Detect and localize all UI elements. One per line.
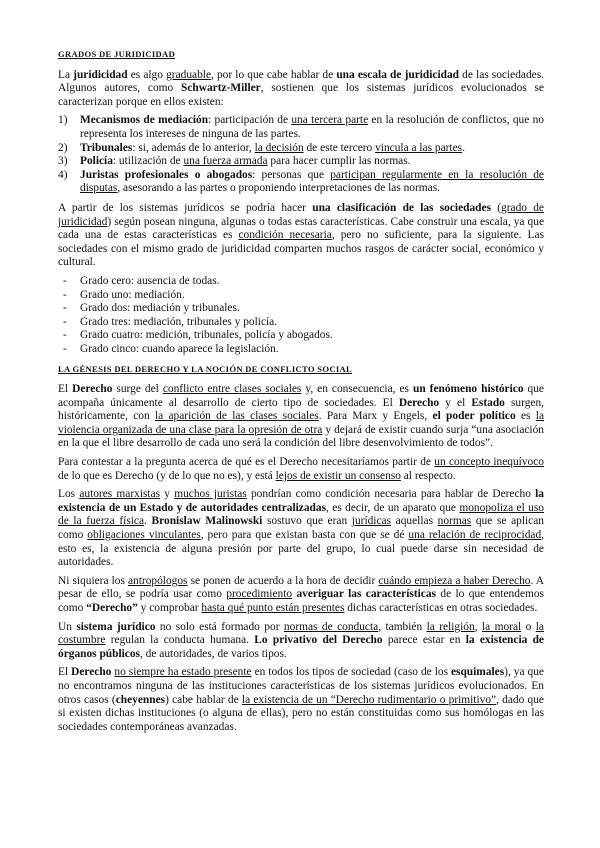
text: , también xyxy=(378,620,427,633)
text: , es decir, de un aparato que xyxy=(326,501,460,514)
text: . xyxy=(462,141,465,154)
bold-term: averiguar las características xyxy=(296,588,436,601)
feature-item xyxy=(58,114,544,141)
text: Un xyxy=(58,620,77,633)
text: para hacer cumplir las normas. xyxy=(267,155,411,168)
bold-term: una escala de juridicidad xyxy=(336,68,460,81)
underlined-term: una relación de reciprocidad xyxy=(408,529,542,541)
bold-term: la existencia de órganos públicos xyxy=(58,634,544,660)
text: . Para Marx y Engels, xyxy=(318,410,433,423)
paragraph-esquimales xyxy=(58,666,544,734)
text: El xyxy=(58,383,73,396)
item-number: 1) xyxy=(58,114,68,127)
grade-item xyxy=(58,343,544,357)
text: de lo que entendemos como xyxy=(58,588,544,614)
feature-item xyxy=(58,155,544,169)
text: o xyxy=(521,620,536,633)
text: , esto es, la existencia de alguna presión por parte del grupo, lo cual puede darse sin necesidad de autoridades. xyxy=(58,529,545,569)
underlined-term: jurídicas xyxy=(351,515,392,528)
grade-item xyxy=(58,289,544,303)
text: El xyxy=(58,666,72,679)
text: en la resolución de conflictos, que no representa los intereses de ninguna de las partes. xyxy=(80,114,544,140)
text: , dado que si existen dichas instituciones (o alguna de ellas), pero no están constituidas como sus homólogas en las sociedades contemporáneas avanzadas. xyxy=(58,693,544,733)
underlined-term: autores marxistas xyxy=(79,488,161,501)
underlined-term: una fuerza armada xyxy=(183,155,268,168)
underlined-term: la decisión xyxy=(254,141,304,154)
dash-bullet: - xyxy=(63,288,67,301)
text: ( xyxy=(491,201,502,214)
paragraph-derecho-conflicto xyxy=(58,383,544,451)
underlined-term: condición necesaria xyxy=(238,229,332,242)
classification-paragraph xyxy=(58,202,544,270)
item-number: 3) xyxy=(58,155,68,168)
text: y el xyxy=(439,396,472,409)
grades-list xyxy=(58,275,544,357)
text: se ponen de acuerdo a la hora de decidir xyxy=(187,574,379,587)
underlined-term: la moral xyxy=(481,620,522,633)
text: Para contestar a la pregunta acerca de qué es el Derecho necesitaríamos partir de xyxy=(58,456,435,469)
bold-term: cheyennes xyxy=(115,693,166,706)
features-list xyxy=(58,114,544,196)
text: , xyxy=(474,620,482,633)
underlined-term: muchos juristas xyxy=(174,488,247,501)
text: , pero no suficiente, para la siguiente. Las sociedades con el mismo grado de juridicidad comparten muchos rasgos de carácter social, económico y cultural. xyxy=(58,229,545,269)
section-heading-genesis: LA GÉNESIS DEL DERECHO Y LA NOCIÓN DE CONFLICTO SOCIAL xyxy=(58,364,353,375)
grade-text: Grado cinco: cuando aparece la legislación. xyxy=(80,342,279,355)
text: en todos los tipos de sociedad (caso de los xyxy=(251,666,451,679)
text: y comprobar xyxy=(137,601,202,614)
text: , por lo que cabe hablar de xyxy=(211,68,337,81)
grade-text: Grado cuatro: medición, tribunales, policía y abogados. xyxy=(80,329,333,342)
text: de lo que es Derecho (y de lo que no es), y está xyxy=(58,469,276,482)
underlined-term: participan regularmente en la resolución de disputas xyxy=(80,168,544,195)
paragraph-autores-marxistas xyxy=(58,488,544,570)
text: surgen, históricamente, con xyxy=(58,396,544,423)
underlined-term: graduable xyxy=(166,68,211,81)
bold-term: un fenómeno histórico xyxy=(413,383,524,396)
text: . A pesar de ello, se podría usar como xyxy=(58,574,544,601)
text: regulan la conducta humana. xyxy=(105,634,255,647)
dash-bullet: - xyxy=(63,329,67,342)
grade-item xyxy=(58,329,544,343)
bold-term: “Derecho” xyxy=(86,601,138,614)
text: surge del xyxy=(112,383,163,396)
bold-term: juridicidad xyxy=(73,68,128,81)
underlined-term: no siempre ha estado presente xyxy=(114,666,252,679)
grade-text: Grado cero: ausencia de todas. xyxy=(80,274,220,287)
bold-term: Derecho xyxy=(72,383,113,396)
bold-term: Schwartz-Miller xyxy=(181,82,261,95)
text: Los xyxy=(58,488,80,501)
text: ), ya que no encontramos ninguna de las instituciones características de los sistemas jurídicos evolucionados. En otros casos ( xyxy=(58,666,544,706)
text: ) cabe hablar de xyxy=(165,693,242,706)
text: que acompaña únicamente al desarrollo de cierto tipo de sociedades. El xyxy=(58,383,544,409)
intro-paragraph xyxy=(58,69,544,110)
underlined-term: la aparición de las clases sociales xyxy=(154,410,319,423)
text: , de autoridades, de varios tipos. xyxy=(139,647,287,660)
underlined-term: la religión xyxy=(426,620,475,633)
text: que se aplican como xyxy=(58,515,544,541)
text: dichas características en otras sociedades. xyxy=(344,601,538,614)
underlined-term: la violencia organizada de una clase para la opresión de otra xyxy=(58,410,545,436)
text: sostuvo que eran xyxy=(262,515,352,528)
text: , sostienen que los sistemas jurídicos evolucionados se caracterizan porque en ellos existen: xyxy=(58,82,544,108)
dash-bullet: - xyxy=(63,274,67,287)
underlined-term: antropólogos xyxy=(128,574,188,587)
bold-term: el poder político xyxy=(432,410,516,423)
underlined-term: conflicto entre clases sociales xyxy=(162,383,302,396)
underlined-term: monopoliza el uso de la fuerza física xyxy=(58,501,544,528)
bold-term: Lo privativo del Derecho xyxy=(254,634,383,647)
underlined-term: normas xyxy=(437,515,472,528)
bold-term: Estado xyxy=(471,396,505,409)
bold-term: Derecho xyxy=(398,396,440,409)
text: La xyxy=(58,68,74,81)
item-number: 4) xyxy=(58,168,68,181)
grade-text: Grado dos: mediación y tribunales. xyxy=(80,302,240,315)
dash-bullet: - xyxy=(63,302,67,315)
text: : utilización de xyxy=(112,155,184,168)
dash-bullet: - xyxy=(63,342,67,355)
grade-item xyxy=(58,302,544,316)
paragraph-antropologos xyxy=(58,575,544,616)
paragraph-sistema-juridico xyxy=(58,621,544,662)
underlined-term: la existencia de un “Derecho rudimentario o primitivo” xyxy=(241,693,497,706)
underlined-term: una tercera parte xyxy=(291,114,369,127)
feature-term: Tribunales xyxy=(80,141,133,154)
text: y dejará de existir cuando surja “una asociación en la que el libre desarrollo de cada uno será la condición del libre desenvolvimiento de todos”. xyxy=(58,423,544,450)
item-number: 2) xyxy=(58,141,68,154)
underlined-term: vincula a las partes xyxy=(375,141,463,154)
bold-term: Bronislaw Malinowski xyxy=(151,515,263,528)
text: ) según posean ninguna, algunas o todas estas características. Cabe construir una escala, ya que cada una de estas características es xyxy=(58,215,544,242)
document-page xyxy=(58,48,544,739)
text: parece estar en xyxy=(382,634,466,647)
grade-text: Grado uno: mediación. xyxy=(80,288,185,301)
underlined-term: la costumbre xyxy=(58,620,544,647)
bold-term: Derecho xyxy=(71,666,112,679)
underlined-term: lejos de existir un consenso xyxy=(275,469,401,482)
text: : si, además de lo anterior, xyxy=(132,141,255,154)
feature-term: Juristas profesionales o abogados xyxy=(80,168,253,181)
text: es xyxy=(515,410,536,423)
underlined-term: hasta qué punto están presentes xyxy=(201,601,345,614)
grade-item xyxy=(58,275,544,289)
bold-term: sistema jurídico xyxy=(76,620,156,633)
text: de este tercero xyxy=(303,141,376,154)
text: de las sociedades. Algunos autores, como xyxy=(58,68,544,95)
text: Ni siquiera los xyxy=(58,574,128,587)
text: al respecto. xyxy=(400,469,456,482)
underlined-term: cuándo empieza a haber Derecho xyxy=(378,574,531,587)
text: : personas que xyxy=(252,168,331,181)
dash-bullet: - xyxy=(63,315,67,328)
feature-term: Mecanismos de mediación xyxy=(80,114,209,127)
bold-term: una clasificación de las sociedades xyxy=(312,201,491,214)
text: y xyxy=(160,488,175,501)
bold-term: esquimales xyxy=(450,666,505,679)
grade-item xyxy=(58,316,544,330)
feature-term: Policía xyxy=(80,155,113,168)
paragraph-concepto xyxy=(58,456,544,483)
feature-item xyxy=(58,169,544,196)
text: aquellas xyxy=(391,515,438,528)
underlined-term: un concepto inequívoco xyxy=(434,456,544,469)
underlined-term: normas de conducta xyxy=(283,620,379,633)
text: , pero para que existan basta con que se dé xyxy=(200,529,409,541)
text: y, en consecuencia, es xyxy=(301,383,413,396)
underlined-term: grado de juridicidad xyxy=(58,201,544,228)
underlined-term: procedimiento xyxy=(226,588,293,601)
bold-term: la existencia de un Estado y de autoridades centralizadas xyxy=(58,488,545,514)
text: . xyxy=(144,515,152,528)
text: no solo está formado por xyxy=(155,620,284,633)
text: es algo xyxy=(127,68,167,81)
text: A partir de los sistemas jurídicos se podría hacer xyxy=(58,201,313,214)
text: , asesorando a las partes o proponiendo interpretaciones de las normas. xyxy=(117,182,440,195)
text: : participación de xyxy=(208,114,292,127)
text: pondrían como condición necesaria para hablar de Derecho xyxy=(246,488,536,501)
grade-text: Grado tres: mediación, tribunales y policía. xyxy=(80,315,278,328)
underlined-term: obligaciones vinculantes xyxy=(87,529,201,541)
section-heading-grados: GRADOS DE JURIDICIDAD xyxy=(58,49,176,59)
feature-item xyxy=(58,142,544,156)
